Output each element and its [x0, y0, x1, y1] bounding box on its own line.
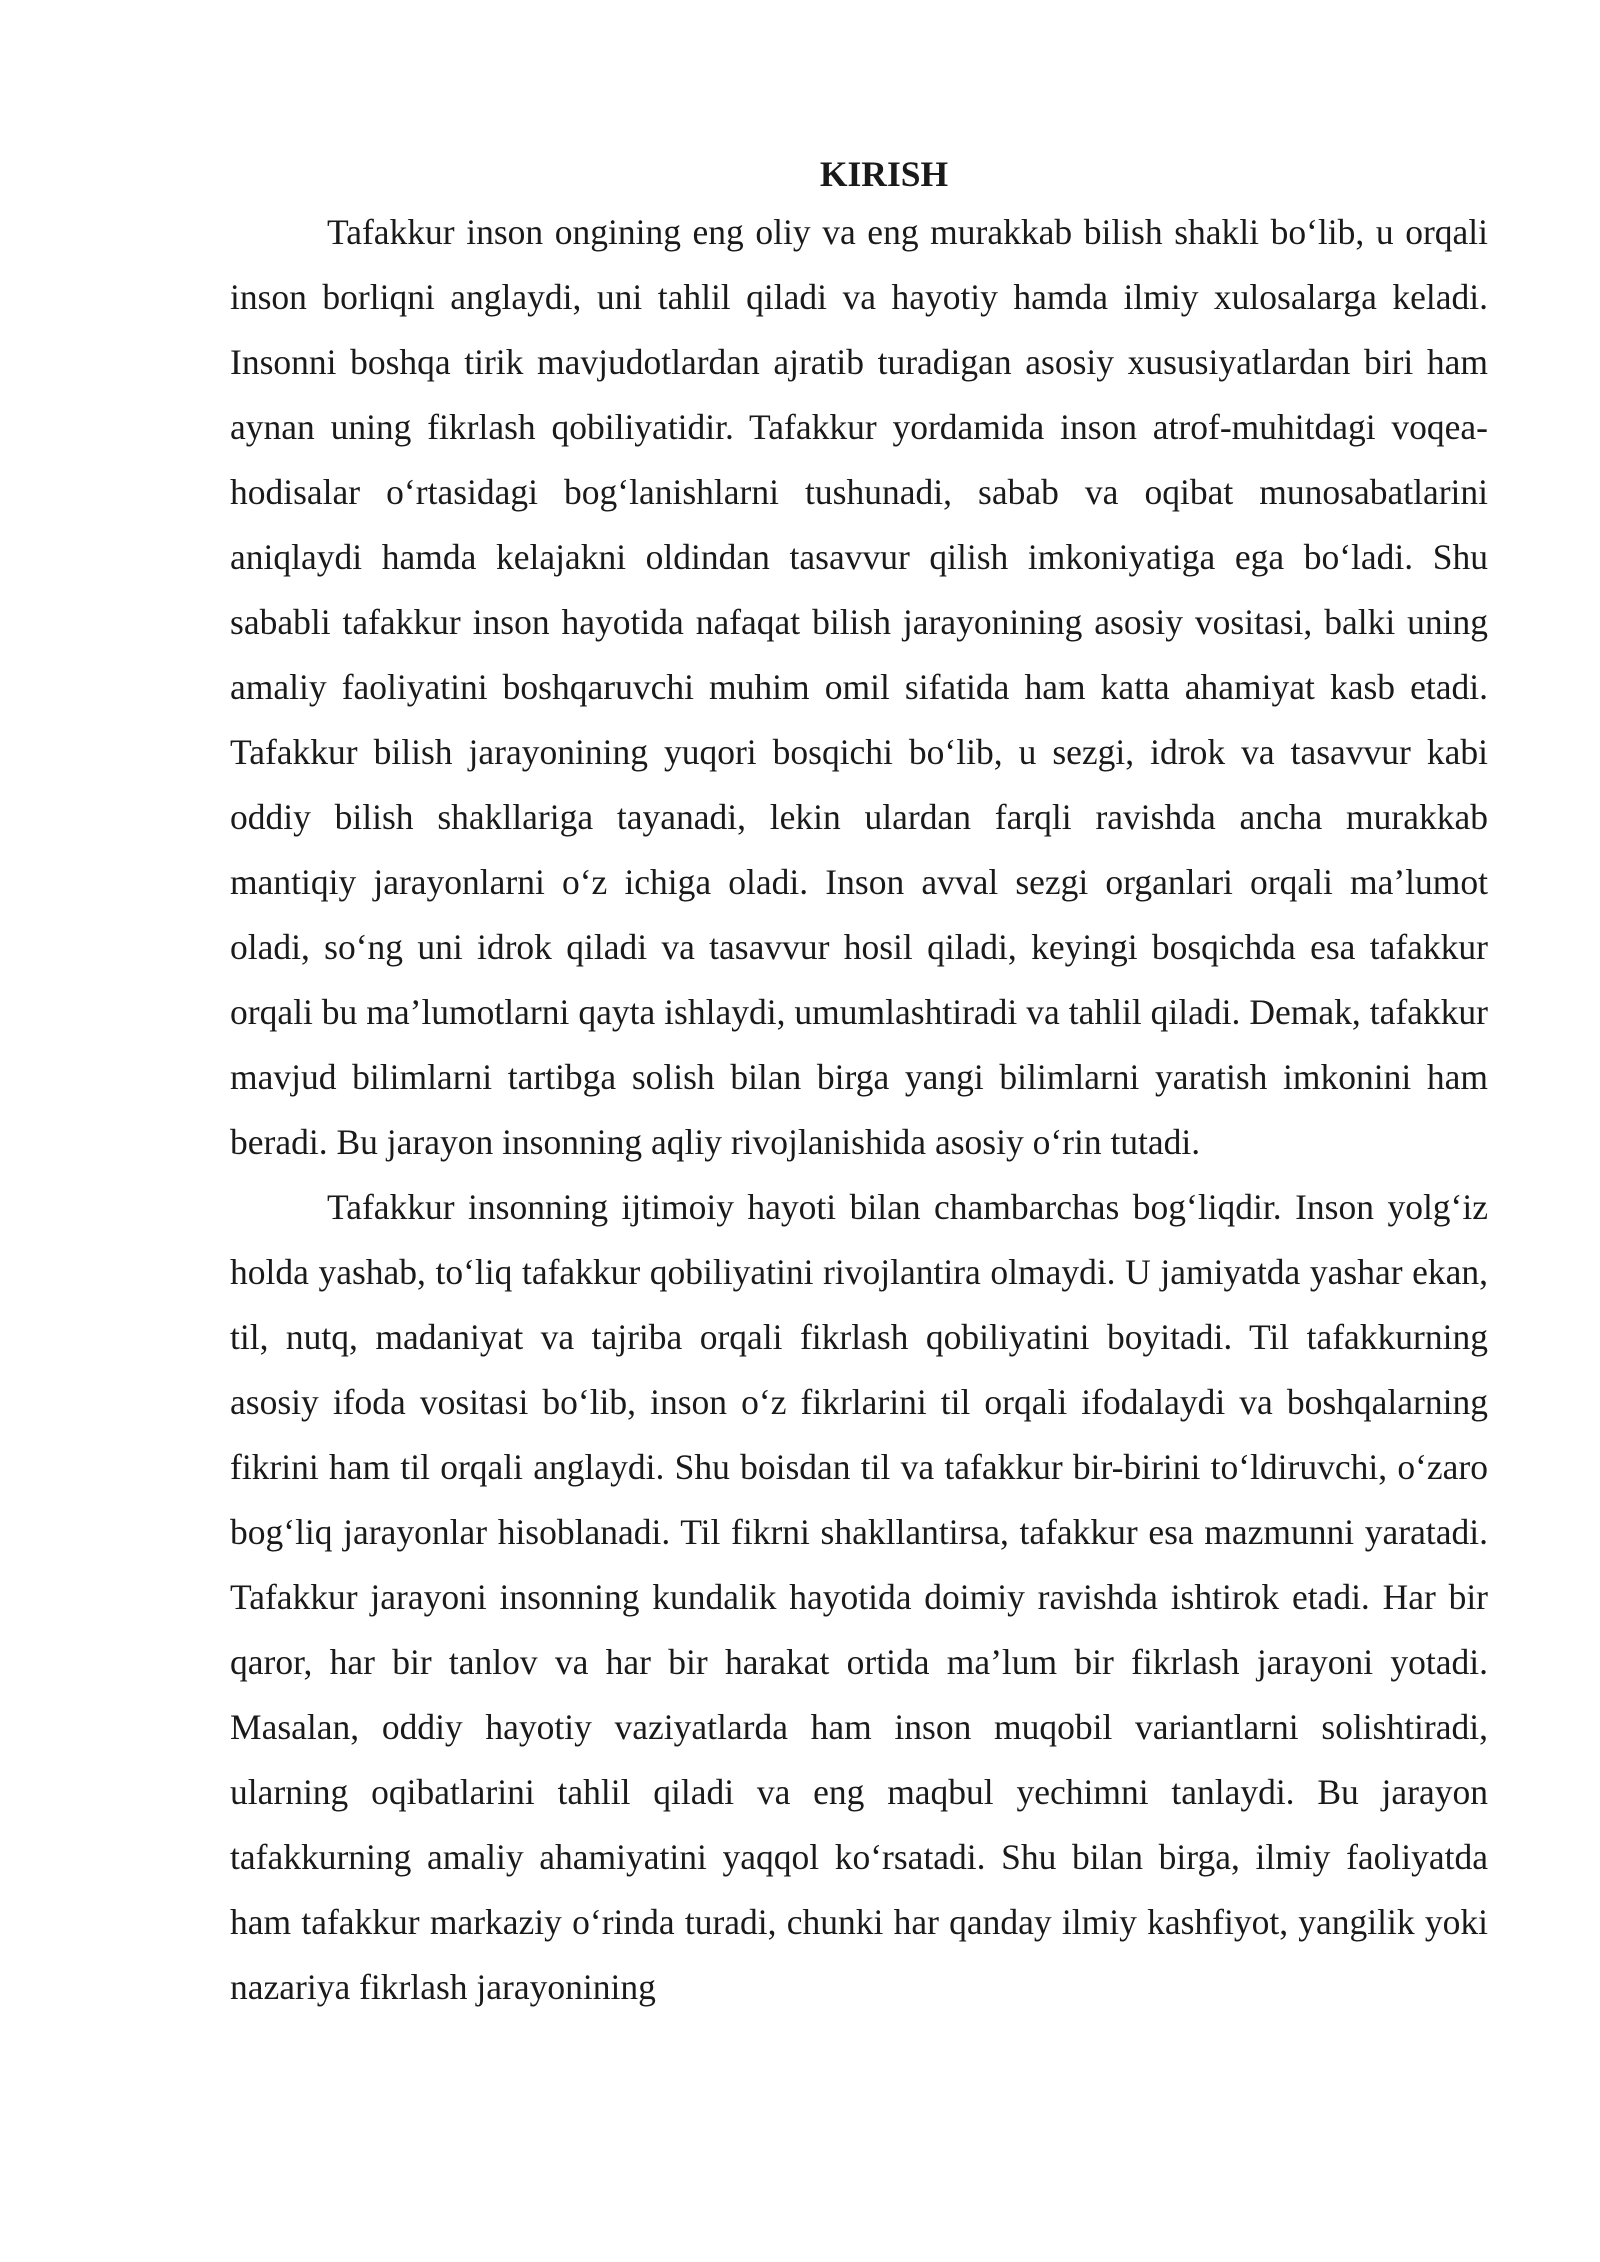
paragraph-2: Tafakkur insonning ijtimoiy hayoti bilan chambarchas bog‘liqdir. Inson yolg‘iz holda yashab, to‘liq tafakkur qobiliyatini rivojlantira olmaydi. U jamiyatda yashar ekan, til, nutq, madaniyat va tajriba orqali fikrlash qobiliyatini boyitadi. Til tafakkurning asosiy ifoda vositasi bo‘lib, inson o‘z fikrlarini til orqali ifodalaydi va boshqalarning fikrini ham til orqali anglaydi. Shu boisdan til va tafakkur bir-birini to‘ldiruvchi, o‘zaro bog‘liq jarayonlar hisoblanadi. Til fikrni shakllantirsa, tafakkur esa mazmunni yaratadi. Tafakkur jarayoni insonning kundalik hayotida doimiy ravishda ishtirok etadi. Har bir qaror, har bir tanlov va har bir harakat ortida ma’lum bir fikrlash jarayoni yotadi. Masalan, oddiy hayotiy vaziyatlarda ham inson muqobil variantlarni solishtiradi, ularning oqibatlarini tahlil qiladi va eng maqbul yechimni tanlaydi. Bu jarayon tafakkurning amaliy ahamiyatini yaqqol ko‘rsatadi. Shu bilan birga, ilmiy faoliyatda ham tafakkur markaziy o‘rinda turadi, chunki har qanday ilmiy kashfiyot, yangilik yoki nazariya fikrlash jarayonining	[230, 1187, 1488, 2007]
paragraph-1: Tafakkur inson ongining eng oliy va eng murakkab bilish shakli bo‘lib, u orqali inson borliqni anglaydi, uni tahlil qiladi va hayotiy hamda ilmiy xulosalarga keladi. Insonni boshqa tirik mavjudotlardan ajratib turadigan asosiy xususiyatlardan biri ham aynan uning fikrlash qobiliyatidir. Tafakkur yordamida inson atrof-muhitdagi voqea-hodisalar o‘rtasidagi bog‘lanishlarni tushunadi, sabab va oqibat munosabatlarini aniqlaydi hamda kelajakni oldindan tasavvur qilish imkoniyatiga ega bo‘ladi. Shu sababli tafakkur inson hayotida nafaqat bilish jarayonining asosiy vositasi, balki uning amaliy faoliyatini boshqaruvchi muhim omil sifatida ham katta ahamiyat kasb etadi. Tafakkur bilish jarayonining yuqori bosqichi bo‘lib, u sezgi, idrok va tasavvur kabi oddiy bilish shakllariga tayanadi, lekin ulardan farqli ravishda ancha murakkab mantiqiy jarayonlarni o‘z ichiga oladi. Inson avval sezgi organlari orqali ma’lumot oladi, so‘ng uni idrok qiladi va tasavvur hosil qiladi, keyingi bosqichda esa tafakkur orqali bu ma’lumotlarni qayta ishlaydi, umumlashtiradi va tahlil qiladi. Demak, tafakkur mavjud bilimlarni tartibga solish bilan birga yangi bilimlarni yaratish imkonini ham beradi. Bu jarayon insonning aqliy rivojlanishida asosiy o‘rin tutadi.	[230, 212, 1488, 1162]
page-title: KIRISH	[819, 154, 949, 194]
document-body	[230, 148, 1488, 2020]
